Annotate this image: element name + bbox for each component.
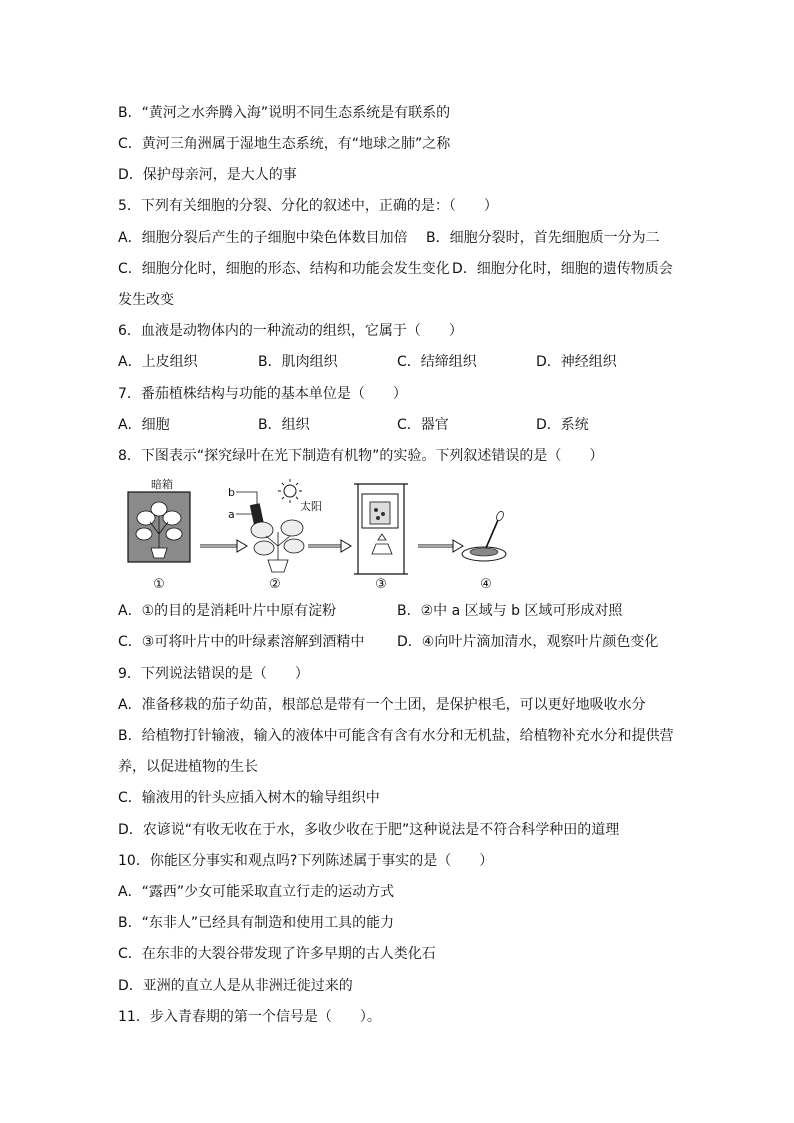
step-2-label: ② xyxy=(269,577,281,592)
label-b: b xyxy=(228,486,235,499)
q6-option-c: C．结缔组织 xyxy=(397,354,477,370)
q7-option-a: A．细胞 xyxy=(118,417,170,433)
q4-option-c: C．黄河三角洲属于湿地生态系统，有“地球之肺”之称 xyxy=(118,136,451,152)
experiment-figure xyxy=(120,474,540,594)
q7-option-d: D．系统 xyxy=(536,417,589,433)
q8-option-c: C．③可将叶片中的叶绿素溶解到酒精中 xyxy=(118,634,365,650)
q5-option-d-continued: 发生改变 xyxy=(118,292,174,308)
q7-stem: 7．番茄植株结构与功能的基本单位是（ ） xyxy=(118,386,407,402)
label-a: a xyxy=(228,508,235,521)
q8-stem: 8．下图表示“探究绿叶在光下制造有机物”的实验。下列叙述错误的是（ ） xyxy=(118,448,604,464)
q10-stem: 10．你能区分事实和观点吗?下列陈述属于事实的是（ ） xyxy=(118,853,494,869)
q8-option-b: B．②中 a 区域与 b 区域可形成对照 xyxy=(397,603,623,619)
q10-option-a: A．“露西”少女可能采取直立行走的运动方式 xyxy=(118,884,395,900)
plant-step2-icon xyxy=(250,503,304,572)
q6-option-d: D．神经组织 xyxy=(536,354,617,370)
q4-option-d: D．保护母亲河，是大人的事 xyxy=(118,167,297,183)
q10-option-b: B．“东非人”已经具有制造和使用工具的能力 xyxy=(118,915,395,931)
sun-icon xyxy=(278,479,302,503)
sun-label: 太阳 xyxy=(300,500,322,513)
arrow-2-icon xyxy=(308,540,351,552)
q7-option-b: B．组织 xyxy=(258,417,310,433)
q5-option-c: C．细胞分化时，细胞的形态、结构和功能会发生变化 xyxy=(118,261,450,277)
q9-option-b-continued: 养，以促进植物的生长 xyxy=(118,759,258,775)
q9-option-d: D．农谚说“有收无收在于水，多收少收在于肥”这种说法是不符合科学种田的道理 xyxy=(118,822,620,838)
q8-option-d: D．④向叶片滴加清水，观察叶片颜色变化 xyxy=(397,634,659,650)
q10-option-c: C．在东非的大裂谷带发现了许多早期的古人类化石 xyxy=(118,946,436,962)
q4-option-b: B．“黄河之水奔腾入海”说明不同生态系统是有联系的 xyxy=(118,105,451,121)
q8-option-a: A．①的目的是消耗叶片中原有淀粉 xyxy=(118,603,337,619)
step-1-label: ① xyxy=(153,577,165,592)
q6-option-b: B．肌肉组织 xyxy=(258,354,338,370)
step-4-label: ④ xyxy=(480,577,492,592)
q9-stem: 9．下列说法错误的是（ ） xyxy=(118,666,309,682)
q5-stem: 5．下列有关细胞的分裂、分化的叙述中，正确的是：（ ） xyxy=(118,198,498,214)
dark-box-label: 暗箱 xyxy=(151,478,173,491)
q9-option-c: C．输液用的针头应插入树木的输导组织中 xyxy=(118,790,380,806)
q6-stem: 6．血液是动物体内的一种流动的组织，它属于（ ） xyxy=(118,323,463,339)
q9-option-a: A．准备移栽的茄子幼苗，根部总是带有一个土团，是保护根毛，可以更好地吸收水分 xyxy=(118,697,646,713)
q5-option-b: B．细胞分裂时，首先细胞质一分为二 xyxy=(426,230,660,246)
arrow-3-icon xyxy=(418,540,463,552)
q5-option-d: D．细胞分化时，细胞的遗传物质会 xyxy=(452,261,673,277)
q7-option-c: C．器官 xyxy=(397,417,449,433)
q5-option-a: A．细胞分裂后产生的子细胞中染色体数目加倍 xyxy=(118,230,408,246)
water-bath-icon xyxy=(354,484,408,574)
q9-option-b: B．给植物打针输液，输入的液体中可能含有含有水分和无机盐，给植物补充水分和提供营 xyxy=(118,728,674,744)
q6-option-a: A．上皮组织 xyxy=(118,354,198,370)
arrow-1-icon xyxy=(200,540,247,552)
dropper-dish-icon xyxy=(462,510,506,561)
step-3-label: ③ xyxy=(375,577,387,592)
q10-option-d: D．亚洲的直立人是从非洲迁徙过来的 xyxy=(118,978,353,994)
dark-box-icon xyxy=(128,492,190,562)
q11-stem: 11．步入青春期的第一个信号是（ ）。 xyxy=(118,1009,381,1025)
